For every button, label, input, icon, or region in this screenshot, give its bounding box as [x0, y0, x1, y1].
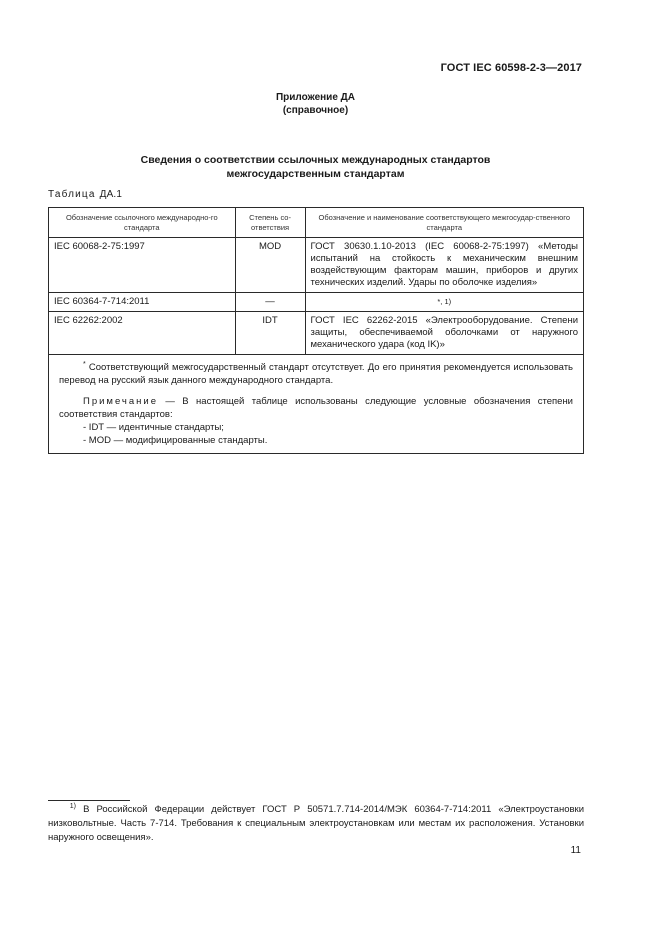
table-caption [48, 189, 122, 200]
cell-ref: IEC 60364-7-714:2011 [49, 293, 236, 312]
footnote [48, 803, 584, 845]
header-national-standard: Обозначение и наименование соответствующего межгосудар-ственного стандарта [305, 208, 583, 238]
table-notes-row [49, 355, 584, 454]
table-row [49, 238, 584, 293]
section-title [0, 153, 631, 181]
annex-subtitle: (справочное) [282, 105, 349, 116]
note-label: Примечание [83, 396, 158, 407]
section-title-line2: межгосударственным стандартам [226, 168, 405, 180]
table-row [49, 293, 584, 312]
table-note [59, 395, 573, 421]
cell-degree: MOD [235, 238, 305, 293]
cell-ref: IEC 62262:2002 [49, 312, 236, 355]
page-number: 11 [570, 845, 581, 856]
asterisk-note-text: Соответствующий межгосударственный стандарт отсутствует. До его принятия рекомендуется использовать перевод на русский язык данного международного стандарта. [59, 362, 574, 386]
note-item: - MOD — модифицированные стандарты. [83, 435, 268, 446]
correspondence-table [48, 207, 584, 454]
table-caption-number: ДА.1 [99, 189, 123, 200]
cell-degree: IDT [235, 312, 305, 355]
cell-degree: — [235, 293, 305, 312]
table-notes [49, 355, 584, 454]
cell-national: ГОСТ 30630.1.10-2013 (IEC 60068-2-75:1997) «Методы испытаний на стойкость к механическим внешним воздействующим факторам машин, приборов и других технических изделий. Удары по оболочке изделия» [305, 238, 583, 293]
table-caption-word: Таблица [48, 189, 96, 200]
header-ref-standard: Обозначение ссылочного международно-го стандарта [49, 208, 236, 238]
cell-national: *, 1) [305, 293, 583, 312]
note-text: — В настоящей таблице использованы следующие условные обозначения степени соответствия стандартов: [59, 396, 573, 420]
footnote-mark: 1) [69, 802, 76, 810]
section-title-line1: Сведения о соответствии ссылочных международных стандартов [140, 154, 491, 166]
annex-title: Приложение ДА [275, 92, 356, 103]
annex-heading [0, 91, 631, 117]
cell-ref: IEC 60068-2-75:1997 [49, 238, 236, 293]
footnote-divider [48, 800, 130, 801]
asterisk-mark: * [83, 360, 86, 368]
standard-code-header: ГОСТ IEC 60598-2-3—2017 [440, 62, 582, 74]
header-degree: Степень со-ответствия [235, 208, 305, 238]
footnote-text: В Российской Федерации действует ГОСТ Р 50571.7.714-2014/МЭК 60364-7-714:2011 «Электроустановки низковольтные. Часть 7-714. Требования к специальным электроустановкам или местам их расположения. Установки наружного освещения». [48, 804, 585, 843]
asterisk-note [59, 361, 573, 387]
table-row [49, 312, 584, 355]
note-item: - IDT — идентичные стандарты; [83, 422, 224, 433]
table-header-row [49, 208, 584, 238]
cell-national: ГОСТ IEC 62262-2015 «Электрооборудование. Степени защиты, обеспечиваемой оболочками от наружного механического удара (код IK)» [305, 312, 583, 355]
